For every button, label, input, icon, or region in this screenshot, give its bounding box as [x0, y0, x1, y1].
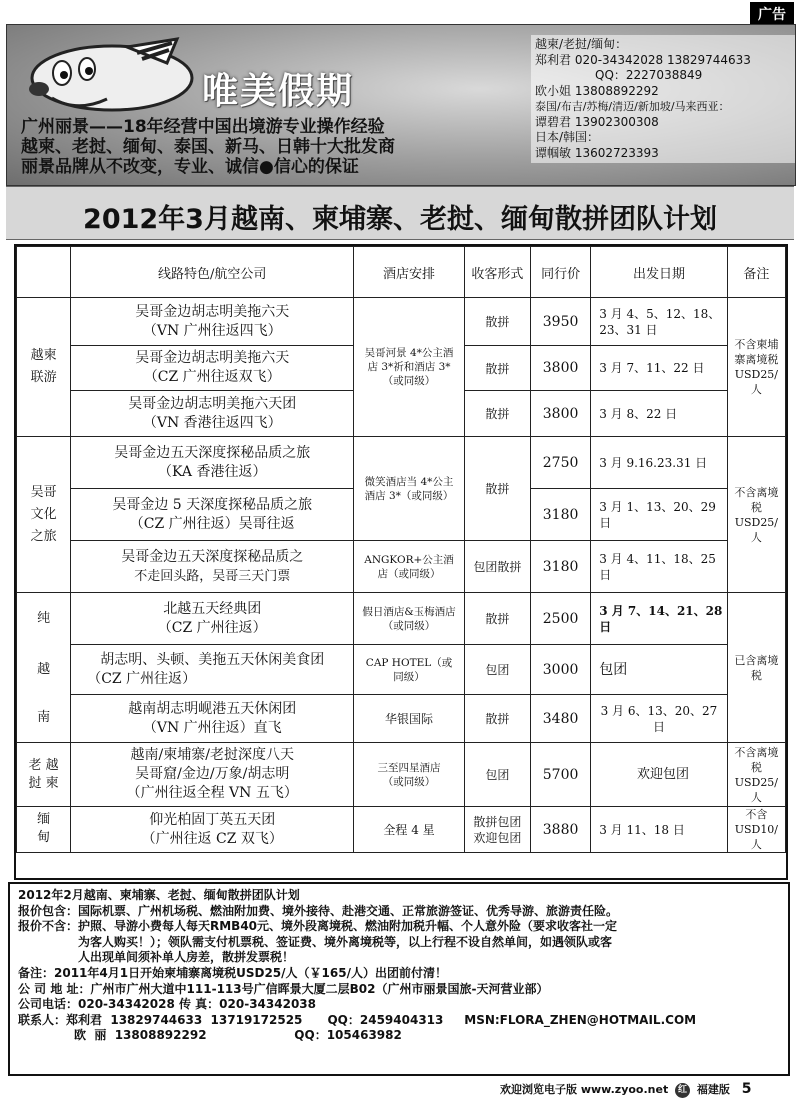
- group-label: 纯: [17, 593, 71, 645]
- group-label: 老 越 挝 柬: [17, 743, 71, 807]
- route-cell: 吴哥金边胡志明美拖六天团 （VN 香港往返四飞）: [71, 391, 354, 437]
- date-cell: 3 月 11、18 日: [591, 807, 728, 853]
- hotel-cell: 微笑酒店当 4*公主酒店 3*（或同级）: [354, 437, 464, 541]
- table-row: [17, 298, 786, 346]
- route-cell: 吴哥金边五天深度探秘品质之旅 （KA 香港往返）: [71, 437, 354, 489]
- price-cell: 3180: [530, 489, 590, 541]
- banner: [6, 24, 796, 186]
- contact-line: 郑利君 020-34342028 13829744633: [535, 52, 751, 67]
- header-cell: 备注: [727, 247, 785, 298]
- terms-line: 报价包含：国际机票、广州机场税、燃油附加费、境外接待、赴港交通、正常旅游签证、优秀导游、旅游责任险。: [18, 903, 619, 918]
- header-cell: 出发日期: [591, 247, 728, 298]
- contact-line: QQ：2227038849: [595, 68, 703, 82]
- group-label: 缅甸: [17, 807, 71, 853]
- hotel-cell: 三至四星酒店（或同级）: [354, 743, 464, 807]
- header-cell: 收客形式: [464, 247, 530, 298]
- banner-line: 丽景品牌从不改变，专业、诚信●信心的保证: [21, 157, 359, 177]
- terms-line: 欧 丽 13808892292 QQ：105463982: [74, 1028, 402, 1043]
- terms-box: [8, 882, 790, 1076]
- contact-line: 日本/韩国：: [535, 130, 600, 144]
- price-cell: 3800: [530, 346, 590, 391]
- form-cell: 散拼: [464, 437, 530, 541]
- ad-tag: 广告: [750, 2, 794, 26]
- banner-line: 越柬、老挝、缅甸、泰国、新马、日韩十大批发商: [21, 137, 395, 157]
- group-label: 吴哥文化之旅: [17, 437, 71, 593]
- header-cell: 线路特色/航空公司: [71, 247, 354, 298]
- table-row: [17, 541, 786, 593]
- date-cell: 3 月 9.16.23.31 日: [591, 437, 728, 489]
- hotel-cell: 吴哥河景 4*公主酒店 3*祈和酒店 3*（或同级）: [354, 298, 464, 437]
- table-row: [17, 593, 786, 645]
- top-bar: [0, 0, 800, 24]
- price-cell: 2500: [530, 593, 590, 645]
- route-cell: 吴哥金边胡志明美拖六天 （VN 广州往返四飞）: [71, 298, 354, 346]
- page-title: 2012年3月越南、柬埔寨、老挝、缅甸散拼团队计划: [83, 204, 717, 235]
- date-cell: 3 月 1、13、20、29 日: [591, 489, 728, 541]
- airplane-mascot-icon: [17, 33, 207, 123]
- date-cell: 3 月 4、5、12、18、23、31 日: [591, 298, 728, 346]
- form-cell: 散拼: [464, 695, 530, 743]
- terms-line: 人出现单间须补单人房差，散拼发票税！: [78, 950, 295, 965]
- header-cell: 同行价: [530, 247, 590, 298]
- hotel-cell: CAP HOTEL（或同级）: [354, 645, 464, 695]
- price-cell: 3000: [530, 645, 590, 695]
- table-row: [17, 807, 786, 853]
- route-cell: 胡志明、头顿、美拖五天休闲美食团 （CZ 广州往返）: [71, 645, 354, 695]
- hotel-cell: ANGKOR+公主酒店（或同级）: [354, 541, 464, 593]
- header-cell: [17, 247, 71, 298]
- terms-line: 公 司 地 址：广州市广州大道中111-113号广信晖景大厦二层B02（广州市丽景国旅-天河营业部）: [18, 981, 549, 996]
- table-row: [17, 437, 786, 489]
- date-cell: 包团: [591, 645, 728, 695]
- terms-line: 报价不含：护照、导游小费每人每天RMB40元、境外段离境税、燃油附加税升幅、个人意外险（要求收客社一定: [18, 919, 618, 934]
- route-cell: 仰光柏固丁英五天团 （广州往返 CZ 双飞）: [71, 807, 354, 853]
- note-cell: 不含离境税 USD25/人: [727, 743, 785, 807]
- banner-line: 广州丽景——18年经营中国出境游专业操作经验: [21, 117, 385, 137]
- date-cell: 3 月 4、11、18、25 日: [591, 541, 728, 593]
- price-cell: 3180: [530, 541, 590, 593]
- contact-line: 谭帼敏 13602723393: [535, 145, 659, 160]
- contact-list: [531, 35, 796, 163]
- logo-icon: 红: [675, 1083, 690, 1098]
- form-cell: 包团: [464, 743, 530, 807]
- form-cell: 散拼: [464, 391, 530, 437]
- contact-line: 谭碧君 13902300308: [535, 114, 659, 129]
- note-cell: 不含USD10/人: [727, 807, 785, 853]
- header-cell: 酒店安排: [354, 247, 464, 298]
- price-cell: 3950: [530, 298, 590, 346]
- form-cell: 包团散拼: [464, 541, 530, 593]
- route-cell: 吴哥金边 5 天深度探秘品质之旅 （CZ 广州往返）吴哥往返: [71, 489, 354, 541]
- date-cell: 3 月 7、14、21、28 日: [591, 593, 728, 645]
- note-cell: 不含离境税 USD25/人: [727, 437, 785, 593]
- footer-text: 欢迎浏览电子版 www.zyoo.net: [500, 1083, 669, 1096]
- group-label: 越柬联游: [17, 298, 71, 437]
- banner-lines: [21, 117, 395, 177]
- contact-line: 越柬/老挝/缅甸：: [535, 37, 628, 51]
- date-cell: 欢迎包团: [591, 743, 728, 807]
- contact-line: 欧小姐 13808892292: [535, 83, 659, 98]
- terms-line: 公司电话：020-34342028 传 真：020-34342038: [18, 997, 317, 1012]
- price-cell: 3800: [530, 391, 590, 437]
- table-row: [17, 743, 786, 807]
- route-cell: 吴哥金边五天深度探秘品质之 不走回头路，吴哥三天门票: [71, 541, 354, 593]
- price-cell: 2750: [530, 437, 590, 489]
- price-cell: 3480: [530, 695, 590, 743]
- route-cell: 吴哥金边胡志明美拖六天 （CZ 广州往返双飞）: [71, 346, 354, 391]
- form-cell: 散拼包团欢迎包团: [464, 807, 530, 853]
- route-cell: 越南/柬埔寨/老挝深度八天 吴哥窟/金边/万象/胡志明 （广州往返全程 VN 五飞）: [71, 743, 354, 807]
- note-cell: 已含离境税: [727, 593, 785, 743]
- route-cell: 北越五天经典团 （CZ 广州往返）: [71, 593, 354, 645]
- date-cell: 3 月 8、22 日: [591, 391, 728, 437]
- price-cell: 3880: [530, 807, 590, 853]
- group-label: 越: [17, 645, 71, 695]
- price-cell: 5700: [530, 743, 590, 807]
- brand-name: 唯美假期: [202, 71, 355, 112]
- terms-line: 备注：2011年4月1日开始柬埔寨离境税USD25/人（￥165/人）出团前付清！: [18, 965, 447, 980]
- table-row: [17, 645, 786, 695]
- contact-line: 泰国/布吉/苏梅/清迈/新加坡/马来西亚：: [535, 100, 730, 113]
- hotel-cell: 华银国际: [354, 695, 464, 743]
- terms-line: 联系人：郑利君 13829744633 13719172525 QQ：2459404313 MSN:FLORA_ZHEN@HOTMAIL.COM: [18, 1012, 697, 1027]
- form-cell: 散拼: [464, 593, 530, 645]
- page-title-bar: [6, 186, 794, 240]
- date-cell: 3 月 6、13、20、27 日: [591, 695, 728, 743]
- group-label: 南: [17, 695, 71, 743]
- date-cell: 3 月 7、11、22 日: [591, 346, 728, 391]
- hotel-cell: 假日酒店&玉梅酒店（或同级）: [354, 593, 464, 645]
- page-number: 5: [741, 1081, 752, 1097]
- terms-line: 2012年2月越南、柬埔寨、老挝、缅甸散拼团队计划: [18, 888, 300, 902]
- hotel-cell: 全程 4 星: [354, 807, 464, 853]
- tour-table: [14, 244, 788, 880]
- form-cell: 散拼: [464, 298, 530, 346]
- terms-line: 为客人购买！）；领队需支付机票税、签证费、境外离境税等，以上行程不设自然单间，如遇领队或客: [78, 934, 613, 949]
- edition-label: 福建版: [696, 1083, 730, 1096]
- page-footer: [500, 1081, 794, 1099]
- route-cell: 越南胡志明岘港五天休闲团 （VN 广州往返）直飞: [71, 695, 354, 743]
- table-header-row: [17, 247, 786, 298]
- note-cell: 不含柬埔寨离境税USD25/人: [727, 298, 785, 437]
- form-cell: 散拼: [464, 346, 530, 391]
- form-cell: 包团: [464, 645, 530, 695]
- table-row: [17, 695, 786, 743]
